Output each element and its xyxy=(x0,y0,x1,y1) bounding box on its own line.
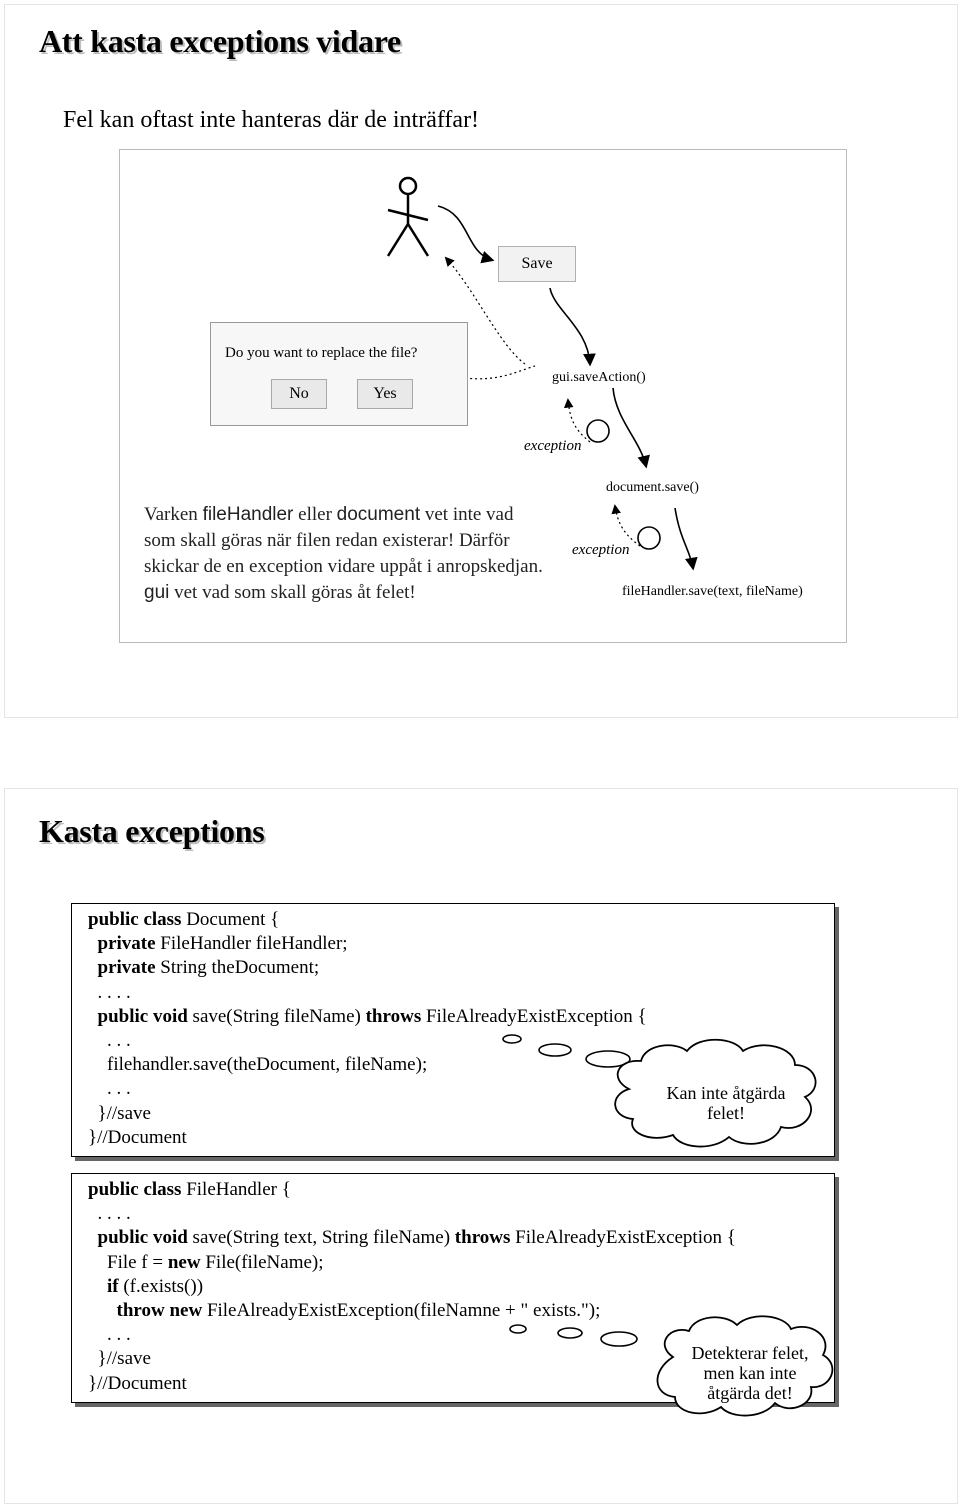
call-arrow xyxy=(438,206,492,260)
code-keyword: private xyxy=(97,957,156,979)
slide-1 xyxy=(4,4,958,718)
slide-title: Kasta exceptions xyxy=(39,813,265,849)
call-chain-diagram xyxy=(119,149,847,643)
code-keyword: if xyxy=(107,1275,119,1297)
code-keyword: public class xyxy=(88,1179,182,1200)
cloud-note: Kan inte åtgärda felet! xyxy=(666,1083,786,1123)
slide-subtitle: Fel kan oftast inte hanteras där de inträffar! xyxy=(63,107,480,133)
thought-bubble-trail xyxy=(503,1035,630,1067)
call-gui-save-action: gui.saveAction() xyxy=(552,370,646,385)
code-keyword: throws xyxy=(365,1005,422,1027)
exception-arrow xyxy=(615,506,640,546)
code-text: Document { xyxy=(181,909,280,930)
code-text: FileAlreadyExistException(fileNamne + " exists."); xyxy=(202,1300,601,1321)
exception-circle xyxy=(638,527,660,549)
code-text: }//save xyxy=(88,1348,151,1370)
code-keyword: new xyxy=(167,1251,201,1273)
user-stick-figure-icon xyxy=(388,178,428,256)
code-text: . . . xyxy=(88,1324,131,1346)
yes-button[interactable]: Yes xyxy=(357,379,413,409)
code-text: . . . . xyxy=(88,981,131,1003)
call-arrow xyxy=(675,508,693,568)
explanation-note: Varken fileHandler eller document vet inte vad som skall göras när filen redan existerar! Därför skickar de en exception vidare uppåt i anropskedjan. gui vet vad som skall göras åt felet! xyxy=(144,504,543,603)
code-text: (f.exists()) xyxy=(118,1275,204,1297)
code-text: FileHandler fileHandler; xyxy=(155,933,348,955)
code-keyword: private xyxy=(97,933,156,955)
code-text: }//Document xyxy=(88,1372,187,1394)
code-text: }//Document xyxy=(88,1126,187,1148)
slide-title: Att kasta exceptions vidare xyxy=(39,23,401,59)
dialog-question: Do you want to replace the file? xyxy=(225,345,418,361)
code-text: filehandler.save(theDocument, fileName); xyxy=(88,1054,428,1076)
no-button[interactable]: No xyxy=(271,379,327,409)
code-text: FileHandler { xyxy=(181,1179,291,1200)
call-filehandler-save: fileHandler.save(text, fileName) xyxy=(622,584,803,599)
save-button[interactable]: Save xyxy=(498,246,576,282)
code-text: . . . . xyxy=(88,1203,131,1225)
code-keyword: throw new xyxy=(116,1300,203,1321)
code-keyword: public void xyxy=(97,1005,188,1027)
code-text: . . . xyxy=(88,1078,131,1100)
exception-label: exception xyxy=(572,542,630,558)
thought-bubble-trail xyxy=(510,1325,637,1346)
code-text: File(fileName); xyxy=(200,1251,324,1273)
exception-circle xyxy=(587,420,609,442)
code-text: FileAlreadyExistException { xyxy=(421,1005,647,1027)
code-text: save(String fileName) xyxy=(187,1005,366,1027)
code-keyword: public void xyxy=(97,1227,188,1249)
call-document-save: document.save() xyxy=(606,480,699,495)
exception-arrow xyxy=(568,400,590,442)
code-keyword: throws xyxy=(454,1227,511,1249)
code-text: }//save xyxy=(88,1102,151,1124)
code-keyword: public class xyxy=(88,909,182,930)
code-text: File f = xyxy=(88,1251,168,1273)
call-arrow xyxy=(613,388,646,466)
code-text: FileAlreadyExistException { xyxy=(510,1227,736,1249)
replace-file-dialog xyxy=(210,322,468,426)
slide-2 xyxy=(4,788,958,1504)
call-arrow xyxy=(550,288,590,364)
dialog-connector xyxy=(465,366,535,379)
code-text: save(String text, String fileName) xyxy=(187,1227,455,1249)
exception-label: exception xyxy=(524,438,582,454)
cloud-note: Detekterar felet, men kan inte åtgärda det! xyxy=(691,1343,809,1403)
code-text: String theDocument; xyxy=(155,957,320,979)
code-text: . . . xyxy=(88,1030,131,1051)
